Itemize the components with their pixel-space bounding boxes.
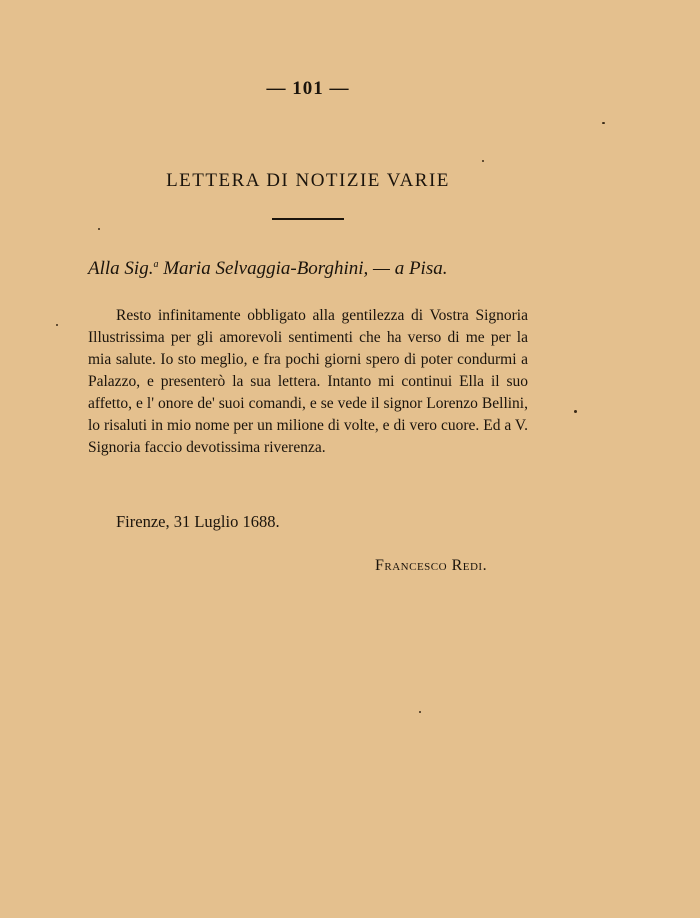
paper-speck — [98, 228, 100, 230]
paper-speck — [602, 122, 605, 124]
paper-speck — [574, 410, 577, 413]
letter-title: LETTERA DI NOTIZIE VARIE — [166, 170, 450, 191]
title-rule — [272, 218, 344, 220]
paper-speck — [482, 160, 484, 162]
letter-body: Resto infinitamente obbligato alla gentilezza di Vostra Signoria Illustrissima per gli amorevoli sentimenti che ha verso di me per la mia salute. Io sto meglio, e fra pochi giorni spero di poter condurmi a Palazzo, e presenterò la sua lettera. Intanto mi continui Ella il suo affetto, e l' onore de' suoi comandi, e se vede il signor Lorenzo Bellini, lo risaluti in mio nome per un milione di volte, e di vero cuore. Ed a V. Signoria faccio devotissima riverenza. — [88, 307, 528, 456]
addressee-prefix: Alla Sig. — [88, 258, 154, 279]
signature: Francesco Redi. — [375, 557, 488, 574]
addressee-suffix: Maria Selvaggia-Borghini, — a Pisa. — [158, 258, 448, 279]
paper-speck — [419, 711, 421, 713]
addressee-superscript: a — [153, 259, 159, 270]
page-number: — 101 — — [266, 78, 350, 99]
paper-speck — [56, 324, 58, 326]
date-line: Firenze, 31 Luglio 1688. — [116, 512, 280, 531]
addressee-line — [88, 258, 530, 280]
